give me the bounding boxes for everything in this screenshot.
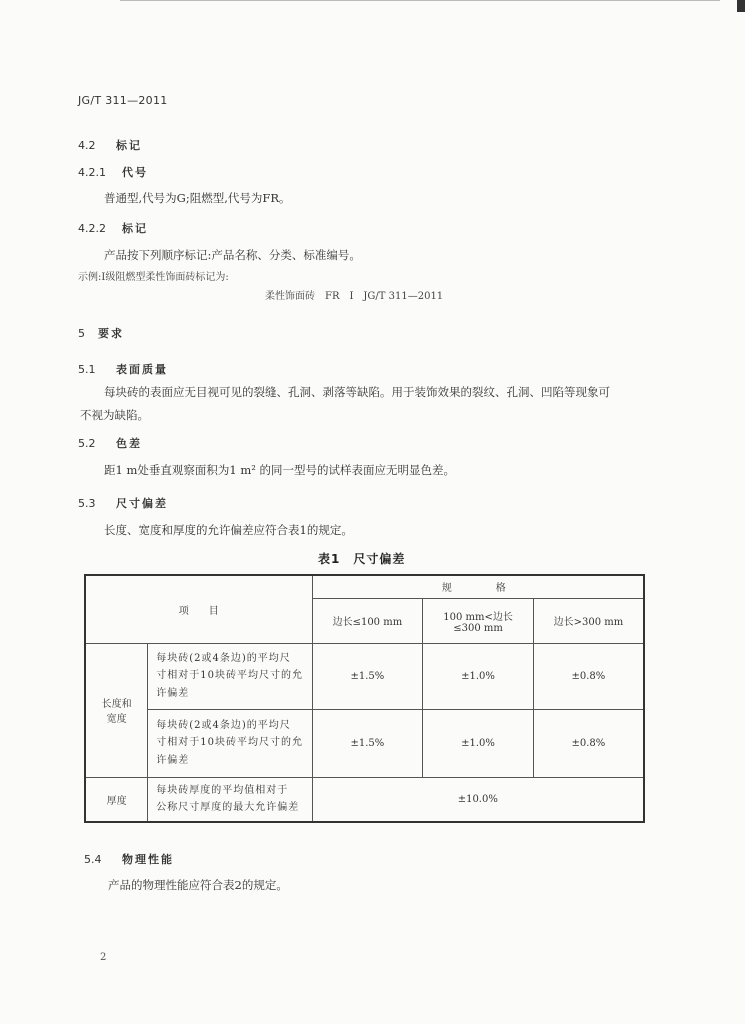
desc-line: 许偏差 <box>156 687 190 699</box>
group-label-line2: 宽度 <box>106 714 127 725</box>
row2-value-medium: ±1.0% <box>423 709 534 777</box>
heading-number: 4.2.1 <box>78 166 106 179</box>
example-label: 示例:Ⅰ级阻燃型柔性饰面砖标记为: <box>78 272 229 283</box>
desc-line: 每块砖(2或4条边)的平均尺 <box>156 652 291 664</box>
group-label-line1: 长度和 <box>101 699 132 710</box>
row1-value-small: ±1.5% <box>312 643 423 709</box>
table-head-item: 项 目 <box>85 575 312 643</box>
table-caption: 表1 尺寸偏差 <box>318 552 406 566</box>
col-medium-line1: 100 mm<边长 <box>443 611 513 623</box>
paragraph-color-diff: 距1 m处垂直观察面积为1 m² 的同一型号的试样表面应无明显色差。 <box>104 463 456 477</box>
dimension-deviation-table <box>84 574 645 823</box>
heading-title: 要求 <box>98 327 124 340</box>
desc-line: 寸相对于10块砖平均尺寸的允 <box>156 670 303 682</box>
paragraph-physical: 产品的物理性能应符合表2的规定。 <box>108 878 288 892</box>
row2-value-large: ±0.8% <box>533 709 644 777</box>
row1-value-large: ±0.8% <box>533 643 644 709</box>
desc-line: 公称尺寸厚度的最大允许偏差 <box>156 802 300 813</box>
group-label-length-width <box>85 643 148 777</box>
heading-title: 标记 <box>122 222 148 235</box>
heading-4-2 <box>78 137 142 153</box>
heading-number: 5.4 <box>84 853 102 866</box>
scan-corner-mark <box>737 0 745 12</box>
row3-label-thickness: 厚度 <box>85 777 148 822</box>
example-value: 柔性饰面砖 FR Ⅰ JG/T 311—2011 <box>265 291 444 302</box>
row1-value-medium: ±1.0% <box>423 643 534 709</box>
heading-number: 5 <box>78 327 85 340</box>
heading-5-1 <box>78 361 168 377</box>
paragraph-code: 普通型,代号为G;阻燃型,代号为FR。 <box>104 191 291 205</box>
heading-number: 5.3 <box>78 497 96 510</box>
heading-5 <box>78 325 124 341</box>
table-col-large: 边长>300 mm <box>533 598 644 643</box>
row2-value-small: ±1.5% <box>312 709 423 777</box>
desc-line: 许偏差 <box>156 754 190 766</box>
paragraph-surface-line1: 每块砖的表面应无目视可见的裂缝、孔洞、剥落等缺陷。用于装饰效果的裂纹、孔洞、凹陷等现象可 <box>104 385 610 399</box>
page-number: 2 <box>100 952 107 963</box>
row3-description <box>148 777 312 822</box>
standard-id-header: JG/T 311—2011 <box>78 94 168 107</box>
heading-title: 色差 <box>116 437 142 450</box>
desc-line: 每块砖厚度的平均值相对于 <box>156 784 289 796</box>
desc-line: 每块砖(2或4条边)的平均尺 <box>156 719 291 731</box>
heading-4-2-1 <box>78 164 148 180</box>
row1-description <box>148 643 312 709</box>
table-head-spec: 规 格 <box>312 575 644 598</box>
heading-title: 标记 <box>116 139 142 152</box>
heading-title: 表面质量 <box>116 363 168 376</box>
col-medium-line2: ≤300 mm <box>453 622 503 634</box>
heading-5-2 <box>78 435 142 451</box>
table-col-medium <box>423 598 534 643</box>
heading-5-4 <box>84 851 174 867</box>
heading-4-2-2 <box>78 220 148 236</box>
heading-number: 4.2 <box>78 139 96 152</box>
heading-title: 尺寸偏差 <box>116 497 168 510</box>
row3-value: ±10.0% <box>312 777 644 822</box>
paragraph-surface-line2: 不视为缺陷。 <box>80 408 149 422</box>
heading-number: 5.1 <box>78 363 96 376</box>
heading-title: 物理性能 <box>122 853 174 866</box>
heading-number: 4.2.2 <box>78 222 106 235</box>
paragraph-dimension: 长度、宽度和厚度的允许偏差应符合表1的规定。 <box>104 523 353 537</box>
heading-number: 5.2 <box>78 437 96 450</box>
desc-line: 寸相对于10块砖平均尺寸的允 <box>156 737 303 749</box>
heading-title: 代号 <box>122 166 148 179</box>
row2-description <box>148 709 312 777</box>
scan-edge-line <box>120 0 720 1</box>
paragraph-marking: 产品按下列顺序标记:产品名称、分类、标准编号。 <box>104 248 361 262</box>
table-col-small: 边长≤100 mm <box>312 598 423 643</box>
heading-5-3 <box>78 495 168 511</box>
